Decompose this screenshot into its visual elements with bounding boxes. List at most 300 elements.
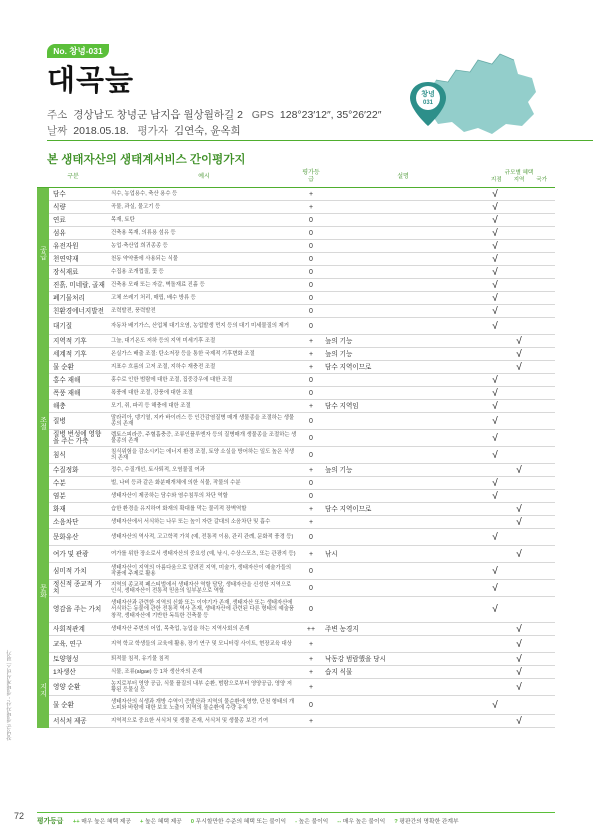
scale-check-local: √ xyxy=(483,477,507,490)
scale-check-local: √ xyxy=(483,696,507,715)
scale-check-nation xyxy=(531,279,555,292)
grade-value: + xyxy=(299,464,323,477)
service-example: 말라리아, 뎅기열, 지카 바이러스 등 인간감염질병 매개 생물종을 조절하는 생물종의 존재 xyxy=(109,413,299,430)
legend-symbol: ? xyxy=(394,819,398,825)
scale-check-nation xyxy=(531,503,555,516)
scale-check-region: √ xyxy=(507,679,531,696)
service-example: 생태자산과 관련한 지역의 신화 또는 이야기가 존재, 생태자산 또는 생태자산에 서식하는 동물에 관한 전통적 역사 존재, 생태자산에 관련된 다른 형태의 예술품 창작, 생태자산에 기반한 독특한 건축물 등 xyxy=(109,597,299,623)
service-name: 장식재료 xyxy=(49,266,109,279)
scale-check-region xyxy=(507,529,531,546)
scale-check-local xyxy=(483,335,507,348)
scale-check-region xyxy=(507,318,531,335)
scale-check-region xyxy=(507,447,531,464)
scale-check-nation xyxy=(531,201,555,214)
scale-check-nation xyxy=(531,580,555,597)
scale-check-nation xyxy=(531,636,555,653)
grade-value: 0 xyxy=(299,253,323,266)
grade-value: 0 xyxy=(299,563,323,580)
service-example: 지역적으로 중요한 서식처 및 생물 존재, 서식처 및 생물종 보전 기여 xyxy=(109,715,299,728)
service-name: 세계적 기후 xyxy=(49,348,109,361)
footer-rule xyxy=(37,812,555,813)
service-name: 천연약재 xyxy=(49,253,109,266)
scale-check-region xyxy=(507,477,531,490)
grade-description: 낚시 xyxy=(323,546,483,563)
grade-value: 0 xyxy=(299,279,323,292)
service-example: 농지로부터 영양 공급, 식물 플질의 내부 순환, 범람으로부터 영양공급, 영양 저황된 등물실 등 xyxy=(109,679,299,696)
legend-item xyxy=(295,819,328,825)
legend-text: 높은 불이익 xyxy=(298,819,329,825)
legend-item xyxy=(191,819,286,825)
scale-check-local: √ xyxy=(483,214,507,227)
scale-check-local xyxy=(483,503,507,516)
scale-check-region xyxy=(507,201,531,214)
table-row xyxy=(37,623,555,636)
scale-check-local xyxy=(483,348,507,361)
table-row xyxy=(37,477,555,490)
grade-value: 0 xyxy=(299,430,323,447)
service-example: 농업·축산업 희귀종종 등 xyxy=(109,240,299,253)
table-body xyxy=(37,188,555,728)
service-example: 생태자산이 지역의 아름다움으로 알려진 지역, 미술가, 생태자산이 예술가들의 작품에 주제로 활용 xyxy=(109,563,299,580)
scale-check-local xyxy=(483,546,507,563)
table-row xyxy=(37,464,555,477)
legend-symbol: ++ xyxy=(72,819,80,825)
table-row xyxy=(37,292,555,305)
legend-text: 평판간의 명확한 관계부 xyxy=(399,819,459,825)
scale-check-nation xyxy=(531,715,555,728)
grade-description xyxy=(323,430,483,447)
service-example: 습한 환경을 유지하여 화재의 확대를 막는 물리적 장벽역할 xyxy=(109,503,299,516)
scale-check-region xyxy=(507,597,531,623)
scale-check-nation xyxy=(531,490,555,503)
grade-value: 0 xyxy=(299,318,323,335)
grade-value: + xyxy=(299,400,323,413)
grade-value: + xyxy=(299,503,323,516)
grade-description: 늪의 기능 xyxy=(323,464,483,477)
service-name: 유전자원 xyxy=(49,240,109,253)
service-example: 식수, 농업용수, 축산 용수 등 xyxy=(109,188,299,201)
scale-check-region: √ xyxy=(507,516,531,529)
grade-description xyxy=(323,679,483,696)
table-row xyxy=(37,374,555,387)
service-example: 침식위험을 감소시키는 에너지 환경 조절, 토양 소실을 방어하는 일도 높은 식생의 존재 xyxy=(109,447,299,464)
grade-description xyxy=(323,318,483,335)
scale-check-local: √ xyxy=(483,374,507,387)
scale-check-local xyxy=(483,464,507,477)
service-name: 물 순환 xyxy=(49,696,109,715)
service-name: 화재 xyxy=(49,503,109,516)
grade-value: + xyxy=(299,201,323,214)
scale-check-nation xyxy=(531,413,555,430)
table-row xyxy=(37,240,555,253)
scale-check-local: √ xyxy=(483,580,507,597)
scale-check-region: √ xyxy=(507,653,531,666)
service-name: 대기질 xyxy=(49,318,109,335)
gps-value: 128°23′12″, 35°26′22″ xyxy=(279,109,382,121)
grade-description xyxy=(323,201,483,214)
legend-symbol: -- xyxy=(337,819,342,825)
table-row xyxy=(37,529,555,546)
service-name: 지역적 기후 xyxy=(49,335,109,348)
scale-check-local: √ xyxy=(483,240,507,253)
table-row xyxy=(37,636,555,653)
service-example: 여가를 위한 장소로서 생태자산의 중요성 (예, 낚시, 수상스포츠, 또는 관광지 등) xyxy=(109,546,299,563)
scale-check-region: √ xyxy=(507,623,531,636)
service-name: 1차생산 xyxy=(49,666,109,679)
scale-check-region xyxy=(507,400,531,413)
grade-value: + xyxy=(299,348,323,361)
scale-check-nation xyxy=(531,597,555,623)
legend-title: 평가등급 xyxy=(37,818,64,825)
rater-value: 김연숙, 윤옥희 xyxy=(173,125,241,137)
scale-check-local: √ xyxy=(483,413,507,430)
legend-text: 매우 높은 불이익 xyxy=(342,819,386,825)
service-example: 고체 쓰레기 처리, 매립, 배수 방류 등 xyxy=(109,292,299,305)
scale-check-nation xyxy=(531,292,555,305)
grade-value: 0 xyxy=(299,227,323,240)
scale-check-region: √ xyxy=(507,546,531,563)
grade-value: + xyxy=(299,516,323,529)
date-line xyxy=(47,123,241,138)
scale-check-nation xyxy=(531,188,555,201)
scale-check-local xyxy=(483,666,507,679)
grade-description xyxy=(323,240,483,253)
service-example: 지역 학교 학생들의 교육에 활용, 장기 연구 및 모니터링 사이트, 현장교육 대상 xyxy=(109,636,299,653)
scale-check-local xyxy=(483,636,507,653)
scale-check-region xyxy=(507,266,531,279)
service-example: 생태자산의 역사적, 고고학적 가치 (예, 전통적 이용, 관리 관례, 문화적 풍경 등) xyxy=(109,529,299,546)
scale-check-nation xyxy=(531,305,555,318)
service-name: 염분 xyxy=(49,490,109,503)
grade-description: 습지 식물 xyxy=(323,666,483,679)
scale-check-nation xyxy=(531,563,555,580)
service-name: 연료 xyxy=(49,214,109,227)
table-row xyxy=(37,597,555,623)
grade-description xyxy=(323,253,483,266)
service-name: 담수 xyxy=(49,188,109,201)
grade-value: 0 xyxy=(299,490,323,503)
service-name: 문화유산 xyxy=(49,529,109,546)
service-name: 침식 xyxy=(49,447,109,464)
grade-value: 0 xyxy=(299,266,323,279)
service-example: 건축용 목재, 의류용 섬유 등 xyxy=(109,227,299,240)
service-name: 해충 xyxy=(49,400,109,413)
service-name: 질병 xyxy=(49,413,109,430)
legend-text: 매우 높은 혜택 제공 xyxy=(81,819,131,825)
address-value: 경상남도 창녕군 남지읍 월상월하길 2 xyxy=(73,109,243,121)
header-local: 지점 xyxy=(490,177,502,183)
table-row xyxy=(37,715,555,728)
table-row xyxy=(37,266,555,279)
scale-check-region xyxy=(507,413,531,430)
grade-value: 0 xyxy=(299,387,323,400)
grade-description xyxy=(323,214,483,227)
service-name: 교육, 연구 xyxy=(49,636,109,653)
service-name: 심미적 가치 xyxy=(49,563,109,580)
table-header xyxy=(37,167,555,188)
service-example: 그늘, 대기온도 저하 등의 지역 미세기후 조절 xyxy=(109,335,299,348)
rater-label: 평가자 xyxy=(137,125,168,137)
table-row xyxy=(37,490,555,503)
scale-check-region xyxy=(507,279,531,292)
grade-value: + xyxy=(299,188,323,201)
date-label: 날짜 xyxy=(47,125,68,137)
header-scale-title: 규모별 혜택 xyxy=(504,170,534,176)
service-example: 생태자산에서 서식하는 나무 또는 높이 자란 갈대의 소음차단 및 흡수 xyxy=(109,516,299,529)
scale-check-region: √ xyxy=(507,464,531,477)
grade-value: 0 xyxy=(299,580,323,597)
table-row xyxy=(37,546,555,563)
page-title: 대곡늪 xyxy=(47,65,135,97)
grade-description: 늪의 기능 xyxy=(323,348,483,361)
grade-description xyxy=(323,490,483,503)
scale-check-local: √ xyxy=(483,201,507,214)
scale-check-nation xyxy=(531,374,555,387)
date-value: 2018.05.18. xyxy=(73,125,129,137)
scale-check-nation xyxy=(531,477,555,490)
grade-value: + xyxy=(299,666,323,679)
scale-check-local: √ xyxy=(483,387,507,400)
table-row xyxy=(37,679,555,696)
table-row xyxy=(37,348,555,361)
scale-check-nation xyxy=(531,318,555,335)
table-row xyxy=(37,335,555,348)
service-name: 질병 번성에 영향을 주는 가축 xyxy=(49,430,109,447)
scale-check-region xyxy=(507,430,531,447)
service-example: 조력발전, 풍력발전 xyxy=(109,305,299,318)
scale-check-nation xyxy=(531,400,555,413)
side-text: 창녕군 생태자산 - 생태계서비스 평가 xyxy=(7,650,13,741)
grade-value: + xyxy=(299,546,323,563)
scale-check-region xyxy=(507,305,531,318)
scale-check-nation xyxy=(531,227,555,240)
scale-check-region xyxy=(507,240,531,253)
header-scale xyxy=(483,167,555,188)
table-row xyxy=(37,279,555,292)
scale-check-nation xyxy=(531,361,555,374)
service-example: 폭풍에 대한 조절, 강풍에 대한 조절 xyxy=(109,387,299,400)
service-example: 건축용 모래 또는 자갈, 벽돌재료 진흙 등 xyxy=(109,279,299,292)
scale-check-local: √ xyxy=(483,490,507,503)
scale-check-region xyxy=(507,387,531,400)
service-example: 홍수로 인한 범람에 대한 조절, 집중강우에 대한 조절 xyxy=(109,374,299,387)
scale-check-region xyxy=(507,580,531,597)
scale-check-nation xyxy=(531,240,555,253)
header-nation: 국가 xyxy=(536,177,548,183)
scale-check-nation xyxy=(531,696,555,715)
scale-check-nation xyxy=(531,447,555,464)
service-example: 생태자산 주변의 어업, 목축업, 농업을 하는 지역사회의 존재 xyxy=(109,623,299,636)
table-row xyxy=(37,400,555,413)
service-example: 자동차 배기가스, 산업체 대기오염, 농업발생 먼지 등의 대기 미세물질의 제거 xyxy=(109,318,299,335)
category-label: 조절 xyxy=(37,318,49,529)
service-name: 정신적 종교적 가치 xyxy=(49,580,109,597)
service-example: 생태자산이 제공하는 담수와 염수침투의 차단 역할 xyxy=(109,490,299,503)
table-row xyxy=(37,201,555,214)
service-name: 수분 xyxy=(49,477,109,490)
service-name: 홍수 재해 xyxy=(49,374,109,387)
grade-value: 0 xyxy=(299,696,323,715)
category-label: 공급 xyxy=(37,188,49,318)
scale-check-local: √ xyxy=(483,400,507,413)
grade-value: 0 xyxy=(299,597,323,623)
address-label: 주소 xyxy=(47,109,68,121)
table-row xyxy=(37,413,555,430)
grade-description xyxy=(323,279,483,292)
scale-check-nation xyxy=(531,529,555,546)
table-row xyxy=(37,653,555,666)
scale-check-region: √ xyxy=(507,636,531,653)
service-example: 벌, 나비 등과 같은 화분매개체에 의한 식물, 작물의 수분 xyxy=(109,477,299,490)
scale-check-nation xyxy=(531,516,555,529)
table-row xyxy=(37,696,555,715)
service-name: 수질정화 xyxy=(49,464,109,477)
legend-item xyxy=(73,819,131,825)
scale-check-nation xyxy=(531,679,555,696)
grade-description xyxy=(323,387,483,400)
grade-description: 담수 지역이므로 xyxy=(323,503,483,516)
grade-description xyxy=(323,563,483,580)
service-example: 지표수 흐름의 고저 조절, 지하수 재충전 조절 xyxy=(109,361,299,374)
map-pin-label: 창녕 xyxy=(421,91,435,98)
header-example: 예시 xyxy=(109,167,299,188)
scale-check-region xyxy=(507,696,531,715)
legend-symbol: + xyxy=(139,819,144,825)
service-example: 식물, 조류(algae) 등 1차 생산자의 존재 xyxy=(109,666,299,679)
scale-check-local: √ xyxy=(483,266,507,279)
divider xyxy=(47,140,593,141)
service-name: 폐기물처리 xyxy=(49,292,109,305)
service-name: 섬유 xyxy=(49,227,109,240)
side-running-text xyxy=(6,650,16,805)
grade-description xyxy=(323,227,483,240)
grade-description: 늪의 기능 xyxy=(323,335,483,348)
scale-check-nation xyxy=(531,546,555,563)
grade-description xyxy=(323,374,483,387)
grade-description xyxy=(323,413,483,430)
scale-check-nation xyxy=(531,266,555,279)
service-name: 식량 xyxy=(49,201,109,214)
scale-check-nation xyxy=(531,653,555,666)
grade-value: 0 xyxy=(299,529,323,546)
grade-description: 낙동강 범람했을 당시 xyxy=(323,653,483,666)
grade-value: ++ xyxy=(299,623,323,636)
scale-check-region xyxy=(507,563,531,580)
grade-description xyxy=(323,529,483,546)
grade-description xyxy=(323,266,483,279)
grade-description xyxy=(323,447,483,464)
scale-check-nation xyxy=(531,623,555,636)
table-row xyxy=(37,227,555,240)
scale-check-local: √ xyxy=(483,529,507,546)
scale-check-local xyxy=(483,361,507,374)
service-example: 퇴적물 침적, 유기물 침적 xyxy=(109,653,299,666)
service-name: 서식처 제공 xyxy=(49,715,109,728)
header-desc: 설명 xyxy=(323,167,483,188)
scale-check-nation xyxy=(531,666,555,679)
scale-check-nation xyxy=(531,214,555,227)
location-map xyxy=(396,40,556,140)
scale-check-region xyxy=(507,292,531,305)
service-name: 소음차단 xyxy=(49,516,109,529)
table-row xyxy=(37,580,555,597)
scale-check-region: √ xyxy=(507,503,531,516)
legend-symbol: - xyxy=(295,819,298,825)
legend-text: 높은 혜택 제공 xyxy=(144,819,182,825)
service-name: 사회적관계 xyxy=(49,623,109,636)
scale-check-region xyxy=(507,490,531,503)
service-name: 친환경에너지발전 xyxy=(49,305,109,318)
scale-check-local: √ xyxy=(483,447,507,464)
table-row xyxy=(37,666,555,679)
scale-check-nation xyxy=(531,253,555,266)
scale-check-local xyxy=(483,516,507,529)
scale-check-region xyxy=(507,374,531,387)
scale-check-local: √ xyxy=(483,292,507,305)
scale-check-region: √ xyxy=(507,348,531,361)
page-number: 72 xyxy=(14,811,25,821)
scale-check-local: √ xyxy=(483,253,507,266)
scale-check-nation xyxy=(531,348,555,361)
legend-item xyxy=(394,819,458,825)
category-label: 지지 xyxy=(37,653,49,728)
service-name: 영양 순환 xyxy=(49,679,109,696)
grade-value: + xyxy=(299,653,323,666)
service-example: 온실가스 배출 조절: 탄소저장 등을 통한 국제적 기후변화 조절 xyxy=(109,348,299,361)
legend-text: 무시할만한 수준의 혜택 또는 불이익 xyxy=(195,819,287,825)
scale-check-region xyxy=(507,227,531,240)
scale-check-local xyxy=(483,715,507,728)
category-label: 문화 xyxy=(37,529,49,653)
grade-description xyxy=(323,516,483,529)
address-line xyxy=(47,107,381,122)
header-scale-sub xyxy=(485,177,553,184)
scale-check-local: √ xyxy=(483,227,507,240)
grade-description xyxy=(323,597,483,623)
scale-check-local: √ xyxy=(483,279,507,292)
service-example: 수집용 조개껍질, 꽃 등 xyxy=(109,266,299,279)
grade-description: 담수 지역이므로 xyxy=(323,361,483,374)
grade-description xyxy=(323,477,483,490)
scale-check-region xyxy=(507,188,531,201)
legend-symbol: 0 xyxy=(190,819,195,825)
service-example: 천동 약약품에 사용되는 식물 xyxy=(109,253,299,266)
scale-check-local xyxy=(483,679,507,696)
grade-value: + xyxy=(299,636,323,653)
scale-check-region: √ xyxy=(507,666,531,679)
grade-legend xyxy=(37,815,468,825)
scale-check-local: √ xyxy=(483,188,507,201)
service-name: 토양형성 xyxy=(49,653,109,666)
grade-value: 0 xyxy=(299,214,323,227)
scale-check-region xyxy=(507,253,531,266)
scale-check-region xyxy=(507,214,531,227)
grade-value: 0 xyxy=(299,374,323,387)
table-row xyxy=(37,447,555,464)
grade-description xyxy=(323,636,483,653)
table-row xyxy=(37,387,555,400)
scale-check-nation xyxy=(531,387,555,400)
service-name: 진흙, 미네랄, 골재 xyxy=(49,279,109,292)
scale-check-region: √ xyxy=(507,335,531,348)
header-region: 지역 xyxy=(513,177,525,183)
grade-value: + xyxy=(299,715,323,728)
scale-check-local: √ xyxy=(483,563,507,580)
service-example: 모기, 쥐, 파리 등 해충에 대한 조절 xyxy=(109,400,299,413)
gps-label: GPS xyxy=(251,109,274,121)
service-name: 물 순환 xyxy=(49,361,109,374)
id-badge: No. 창녕-031 xyxy=(47,44,109,58)
